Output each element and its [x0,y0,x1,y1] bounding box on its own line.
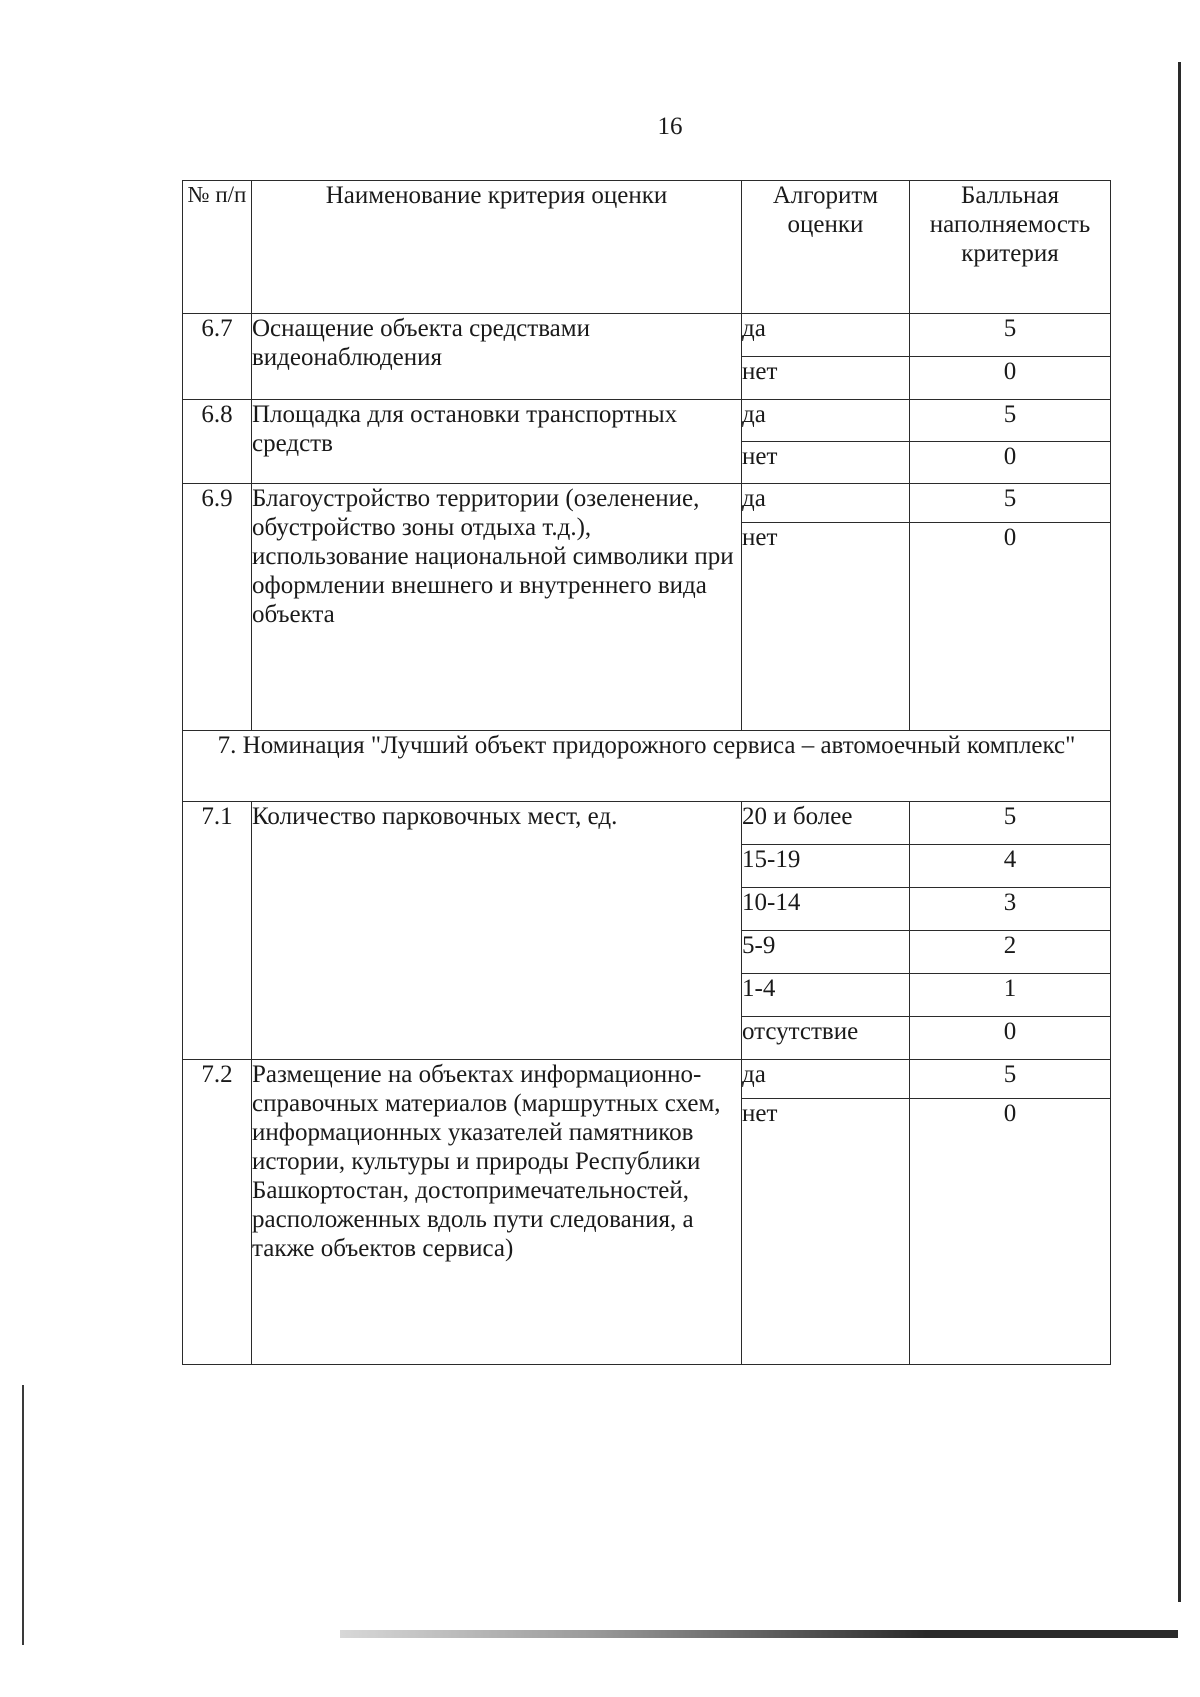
algorithm-cell: да [742,314,910,357]
score-cell: 0 [910,357,1111,400]
score-cell: 1 [910,974,1111,1017]
score-cell: 0 [910,442,1111,484]
table-row [183,314,1111,357]
criteria-table [182,180,1111,1365]
algorithm-cell: отсутствие [742,1017,910,1060]
score-cell: 0 [910,523,1111,731]
algorithm-cell: да [742,484,910,523]
row-number: 7.1 [183,802,252,1060]
algorithm-cell: 10-14 [742,888,910,931]
header-num: № п/п [183,181,252,314]
row-number: 6.8 [183,400,252,484]
scan-edge-bottom [340,1630,1178,1638]
algorithm-cell: да [742,400,910,442]
score-cell: 5 [910,400,1111,442]
algorithm-cell: 15-19 [742,845,910,888]
score-cell: 2 [910,931,1111,974]
criterion-name: Оснащение объекта средствами видеонаблюдения [252,314,742,400]
criterion-name: Размещение на объектах информационно-справочных материалов (маршрутных схем, информационных указателей памятников истории, культуры и природы Республики Башкортостан, достопримечательностей, расположенных вдоль пути следования, а также объектов сервиса) [252,1060,742,1365]
algorithm-cell: нет [742,1099,910,1365]
scan-edge-right [1178,62,1181,1602]
algorithm-cell: нет [742,357,910,400]
score-cell: 5 [910,314,1111,357]
row-number: 6.7 [183,314,252,400]
row-number: 7.2 [183,1060,252,1365]
score-cell: 5 [910,802,1111,845]
algorithm-cell: 1-4 [742,974,910,1017]
criterion-name: Количество парковочных мест, ед. [252,802,742,1060]
algorithm-cell: 20 и более [742,802,910,845]
algorithm-cell: да [742,1060,910,1099]
score-cell: 4 [910,845,1111,888]
page-number: 16 [657,113,683,140]
scan-edge-left [22,1385,24,1645]
nomination-row [183,731,1111,802]
row-number: 6.9 [183,484,252,731]
header-score: Балльная наполняемость критерия [910,181,1111,314]
score-cell: 5 [910,1060,1111,1099]
table-row [183,400,1111,442]
table-row [183,802,1111,845]
algorithm-cell: нет [742,442,910,484]
header-row [183,181,1111,314]
header-name: Наименование критерия оценки [252,181,742,314]
criterion-name: Площадка для остановки транспортных средств [252,400,742,484]
table-row [183,484,1111,523]
criterion-name: Благоустройство территории (озеленение, обустройство зоны отдыха т.д.), использование национальной символики при оформлении внешнего и внутреннего вида объекта [252,484,742,731]
table-row [183,1060,1111,1099]
score-cell: 3 [910,888,1111,931]
score-cell: 0 [910,1017,1111,1060]
score-cell: 5 [910,484,1111,523]
algorithm-cell: нет [742,523,910,731]
score-cell: 0 [910,1099,1111,1365]
algorithm-cell: 5-9 [742,931,910,974]
nomination-title: 7. Номинация "Лучший объект придорожного сервиса – автомоечный комплекс" [183,731,1111,802]
header-algorithm: Алгоритм оценки [742,181,910,314]
